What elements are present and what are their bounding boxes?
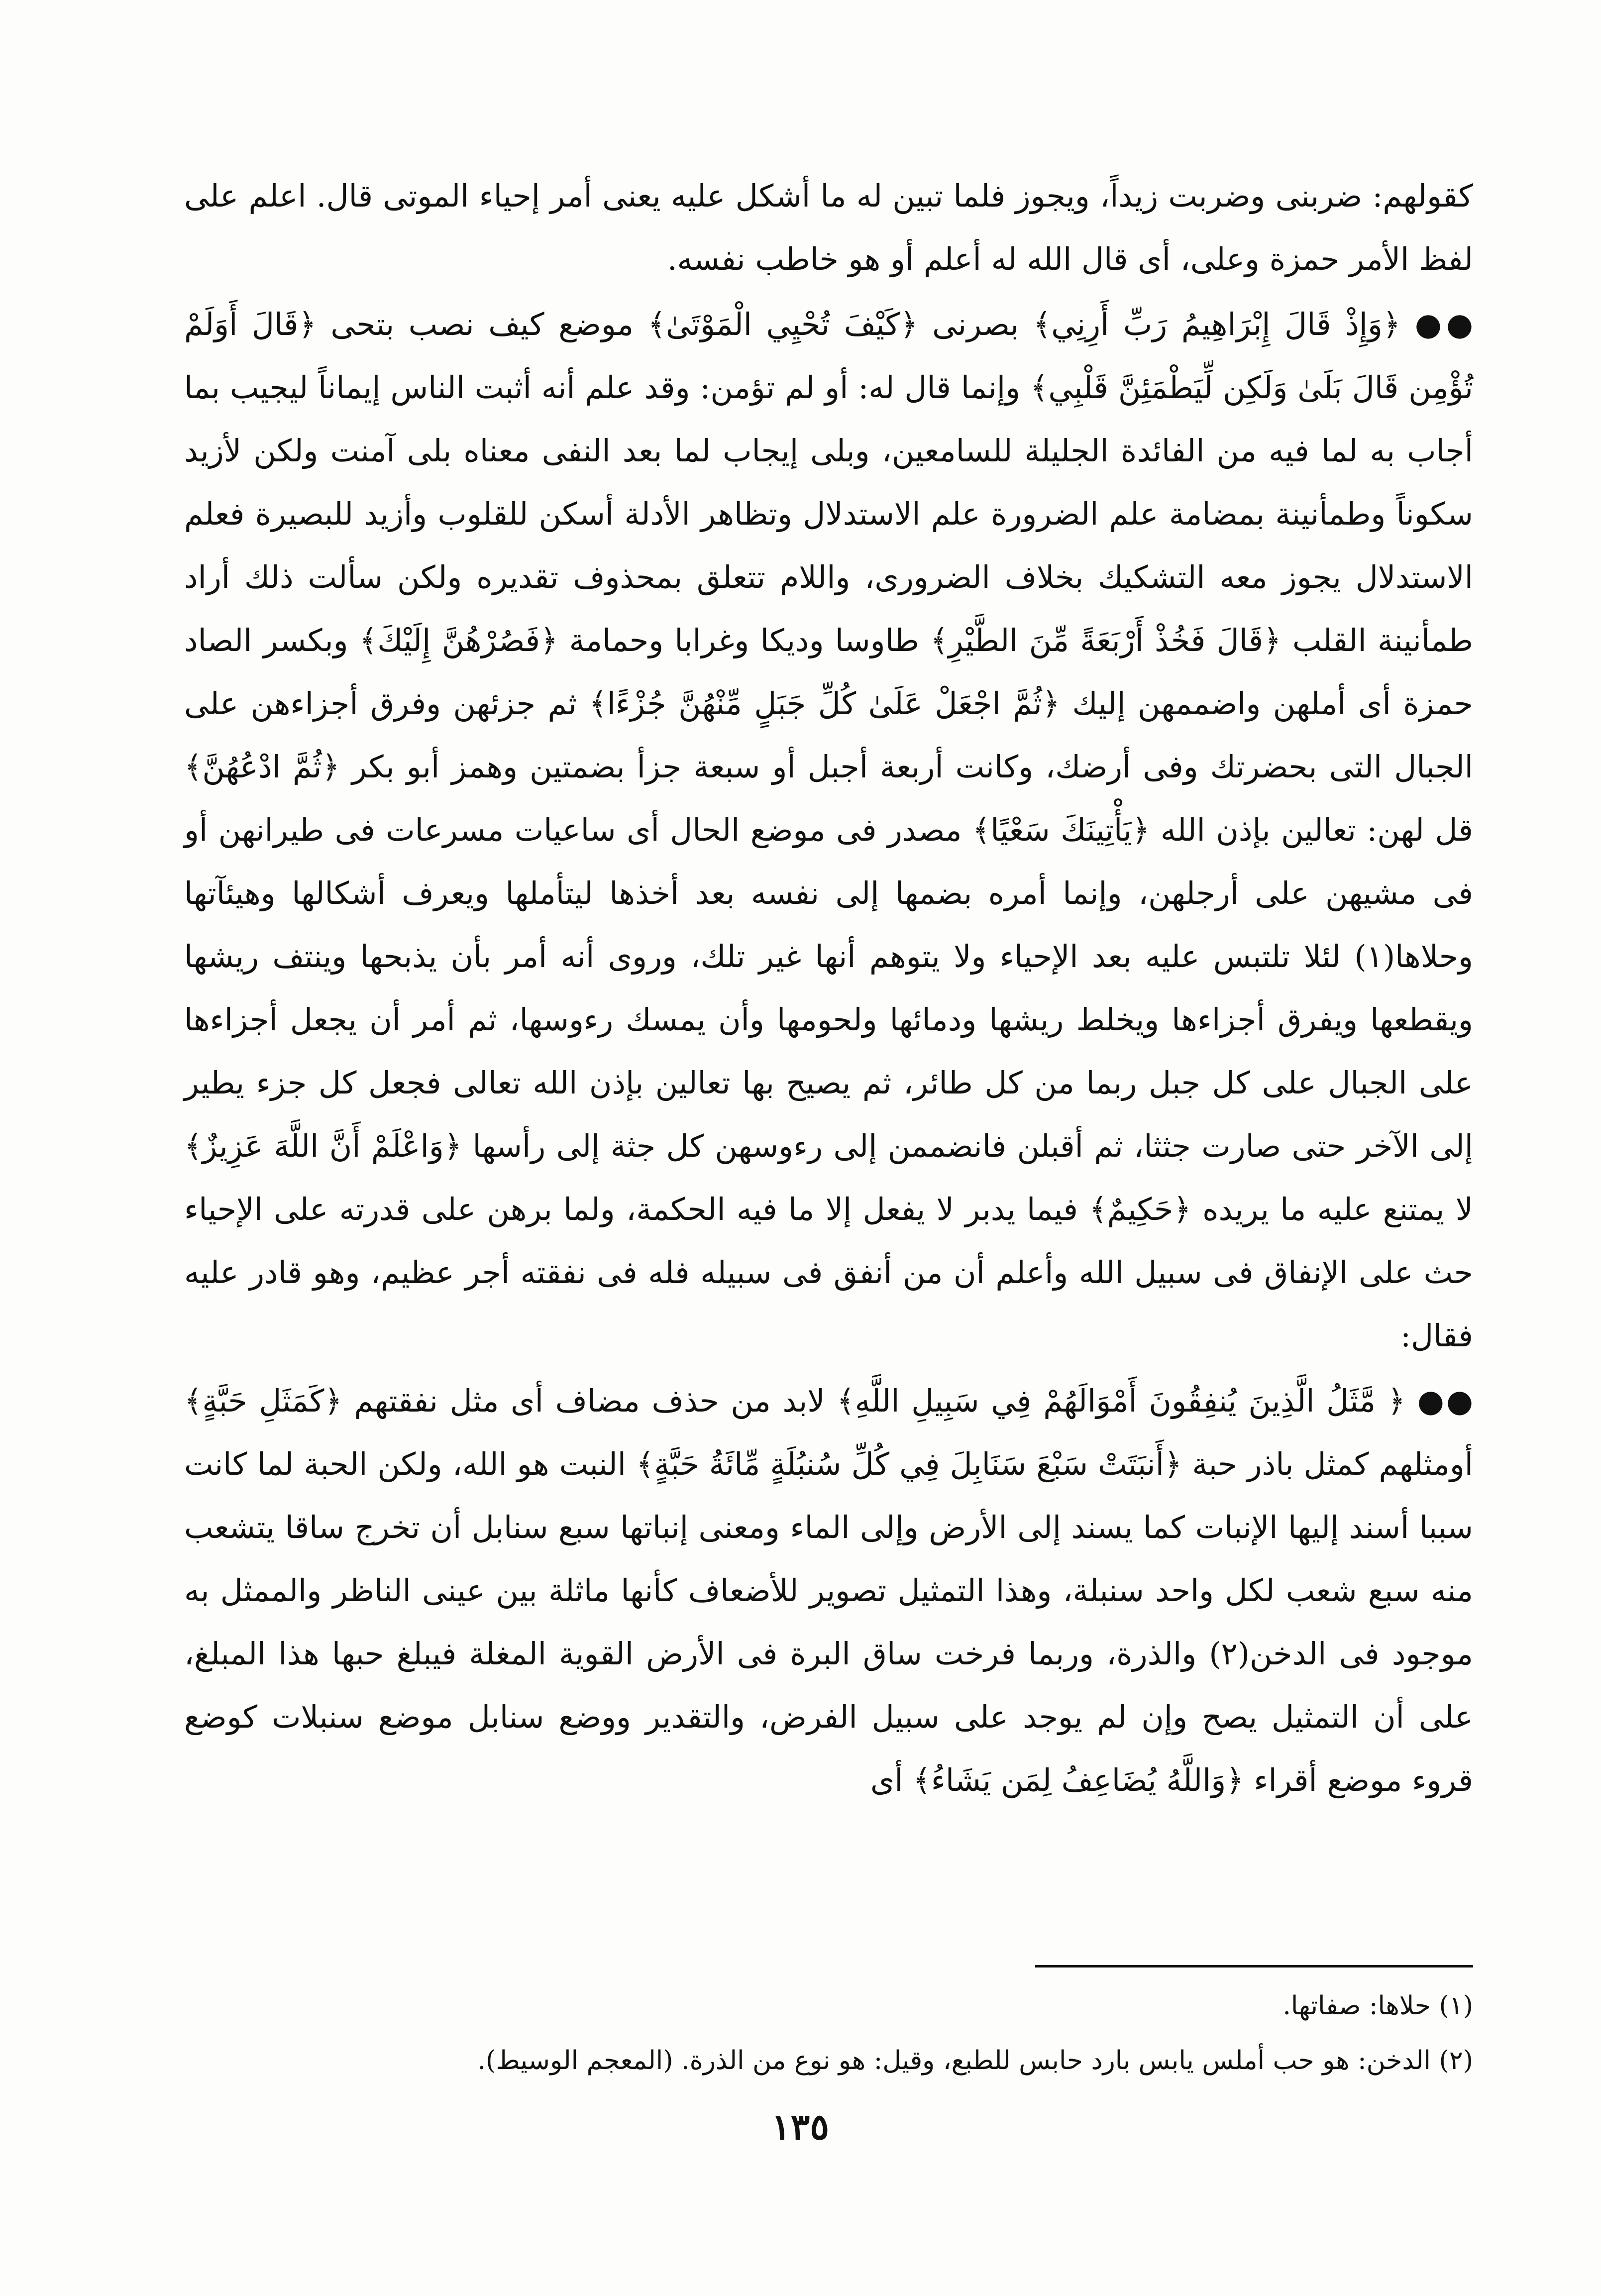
footnote-2: (٢) الدخن: هو حب أملس يابس بارد حابس للطبع، وقيل: هو نوع من الذرة. (المعجم الوسيط). [477,2046,1473,2076]
footnotes [184,1978,1473,2088]
paragraph-3: ●● ﴿ مَّثَلُ الَّذِينَ يُنفِقُونَ أَمْوَالَهُمْ فِي سَبِيلِ اللَّهِ﴾ لابد من حذف مضاف أى مثل نفقتهم ﴿كَمَثَلِ حَبَّةٍ﴾ أومثلهم كمثل باذر حبة ﴿أَنبَتَتْ سَبْعَ سَنَابِلَ فِي كُلِّ سُنبُلَةٍ مِّائَةُ حَبَّةٍ﴾ النبت هو الله، ولكن الحبة لما كانت سببا أسند إليها الإنبات كما يسند إلى الأرض وإلى الماء ومعنى إنباتها سبع سنابل أن تخرج ساقا يتشعب منه سبع شعب لكل واحد سنبلة، وهذا التمثيل تصوير للأضعاف كأنها ماثلة بين عينى الناظر والممثل به موجود فى الدخن(٢) والذرة، وربما فرخت ساق البرة فى الأرض القوية المغلة فيبلغ حبها هذا المبلغ، على أن التمثيل يصح وإن لم يوجد على سبيل الفرض، والتقدير ووضع سنابل موضع سنبلات كوضع قروء موضع أقراء ﴿وَاللَّهُ يُضَاعِفُ لِمَن يَشَاءُ﴾ أى [184,1383,1473,1798]
paragraph-2: ●● ﴿وَإِذْ قَالَ إِبْرَاهِيمُ رَبِّ أَرِنِي﴾ بصرنى ﴿كَيْفَ تُحْيِي الْمَوْتَىٰ﴾ موضع كيف نصب بتحى ﴿قَالَ أَوَلَمْ تُؤْمِن قَالَ بَلَىٰ وَلَكِن لِّيَطْمَئِنَّ قَلْبِي﴾ وإنما قال له: أو لم تؤمن: وقد علم أنه أثبت الناس إيماناً ليجيب بما أجاب به لما فيه من الفائدة الجليلة للسامعين، وبلى إيجاب لما بعد النفى معناه بلى آمنت ولكن لأزيد سكوناً وطمأنينة بمضامة علم الضرورة علم الاستدلال وتظاهر الأدلة أسكن للقلوب وأزيد للبصيرة فعلم الاستدلال يجوز معه التشكيك بخلاف الضرورى، واللام تتعلق بمحذوف تقديره ولكن سألت ذلك أراد طمأنينة القلب ﴿قَالَ فَخُذْ أَرْبَعَةً مِّنَ الطَّيْرِ﴾ طاوسا وديكا وغرابا وحمامة ﴿فَصُرْهُنَّ إِلَيْكَ﴾ وبكسر الصاد حمزة أى أملهن واضممهن إليك ﴿ثُمَّ اجْعَلْ عَلَىٰ كُلِّ جَبَلٍ مِّنْهُنَّ جُزْءًا﴾ ثم جزئهن وفرق أجزاءهن على الجبال التى بحضرتك وفى أرضك، وكانت أربعة أجبل أو سبعة جزأ بضمتين وهمز أبو بكر ﴿ثُمَّ ادْعُهُنَّ﴾ قل لهن: تعالين بإذن الله ﴿يَأْتِينَكَ سَعْيًا﴾ مصدر فى موضع الحال أى ساعيات مسرعات فى طيرانهن أو فى مشيهن على أرجلهن، وإنما أمره بضمها إلى نفسه بعد أخذها ليتأملها ويعرف أشكالها وهيئآتها وحلاها(١) لئلا تلتبس عليه بعد الإحياء ولا يتوهم أنها غير تلك، وروى أنه أمر بأن يذبحها وينتف ريشها ويقطعها ويفرق أجزاءها ويخلط ريشها ودمائها ولحومها وأن يمسك رءوسها، ثم أمر أن يجعل أجزاءها على الجبال على كل جبل ربما من كل طائر، ثم يصيح بها تعالين بإذن الله تعالى فجعل كل جزء يطير إلى الآخر حتى صارت جثثا، ثم أقبلن فانضممن إلى رءوسهن كل جثة إلى رأسها ﴿وَاعْلَمْ أَنَّ اللَّهَ عَزِيزٌ﴾ لا يمتنع عليه ما يريده ﴿حَكِيمٌ﴾ فيما يدبر لا يفعل إلا ما فيه الحكمة، ولما برهن على قدرته على الإحياء حث على الإنفاق فى سبيل الله وأعلم أن من أنفق فى سبيله فله فى نفقته أجر عظيم، وهو قادر عليه فقال: [184,306,1473,1354]
paragraph-1: كقولهم: ضربنى وضربت زيداً، ويجوز فلما تبين له ما أشكل عليه يعنى أمر إحياء الموتى قال. اعلم على لفظ الأمر حمزة وعلى، أى قال الله له أعلم أو هو خاطب نفسه. [184,178,1473,277]
footnote-separator [1035,1965,1473,1968]
footnote-1: (١) حلاها: صفاتها. [1282,1991,1473,2021]
page-number: ١٣٥ [771,2105,829,2148]
main-text [184,164,1473,1812]
